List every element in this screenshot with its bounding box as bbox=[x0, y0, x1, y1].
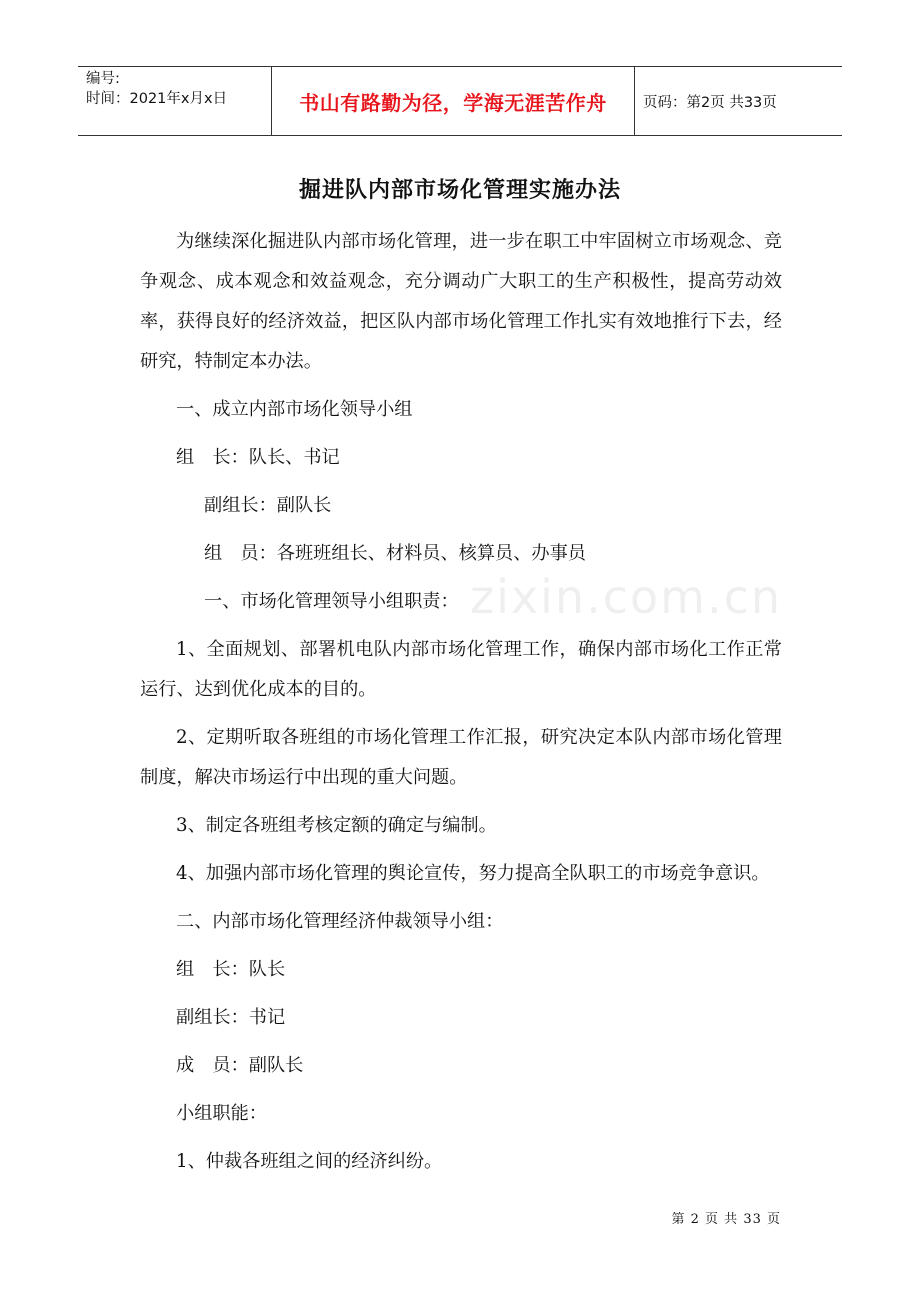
page-footer: 第 2 页 共 33 页 bbox=[671, 1212, 781, 1227]
section1-duties-heading: 一、市场化管理领导小组职责： bbox=[204, 591, 459, 612]
header-motto: 书山有路勤为径，学海无涯苦作舟 bbox=[272, 67, 635, 135]
document-time-label: 时间：2021年x月x日 bbox=[86, 91, 228, 107]
section2-members: 成 员：副队长 bbox=[176, 1055, 304, 1076]
section1-deputy: 副组长：副队长 bbox=[204, 495, 332, 516]
duty-item: 1、全面规划、部署机电队内部市场化管理工作，确保内部市场化工作正常运行、达到优化成本的目的。 bbox=[140, 639, 782, 700]
header-page-number: 页码：第2页 共33页 bbox=[643, 94, 777, 111]
section2-leader: 组 长：队长 bbox=[176, 959, 286, 980]
duty-item: 4、加强内部市场化管理的舆论宣传，努力提高全队职工的市场竞争意识。 bbox=[176, 863, 770, 884]
page-header bbox=[78, 66, 842, 136]
section2-deputy: 副组长：书记 bbox=[176, 1007, 286, 1028]
function-item: 1、仲裁各班组之间的经济纠纷。 bbox=[176, 1151, 443, 1172]
header-meta bbox=[78, 67, 272, 135]
section1-leader: 组 长：队长、书记 bbox=[176, 447, 340, 468]
document-body bbox=[140, 222, 782, 1182]
duty-item: 3、制定各班组考核定额的确定与编制。 bbox=[176, 815, 497, 836]
section1-members: 组 员：各班班组长、材料员、核算员、办事员 bbox=[204, 543, 586, 564]
section1-heading: 一、成立内部市场化领导小组 bbox=[176, 399, 413, 420]
watermark: zixin.com.cn bbox=[470, 570, 783, 624]
section2-functions-heading: 小组职能： bbox=[176, 1103, 267, 1124]
document-title: 掘进队内部市场化管理实施办法 bbox=[298, 178, 621, 203]
intro-paragraph: 为继续深化掘进队内部市场化管理，进一步在职工中牢固树立市场观念、竞争观念、成本观念和效益观念，充分调动广大职工的生产积极性，提高劳动效率，获得良好的经济效益，把区队内部市场化管理工作扎实有效地推行下去，经研究，特制定本办法。 bbox=[140, 231, 782, 372]
duty-item: 2、定期听取各班组的市场化管理工作汇报，研究决定本队内部市场化管理制度，解决市场运行中出现的重大问题。 bbox=[140, 727, 782, 788]
document-number-label: 编号: bbox=[86, 71, 120, 87]
section2-heading: 二、内部市场化管理经济仲裁领导小组： bbox=[176, 911, 504, 932]
